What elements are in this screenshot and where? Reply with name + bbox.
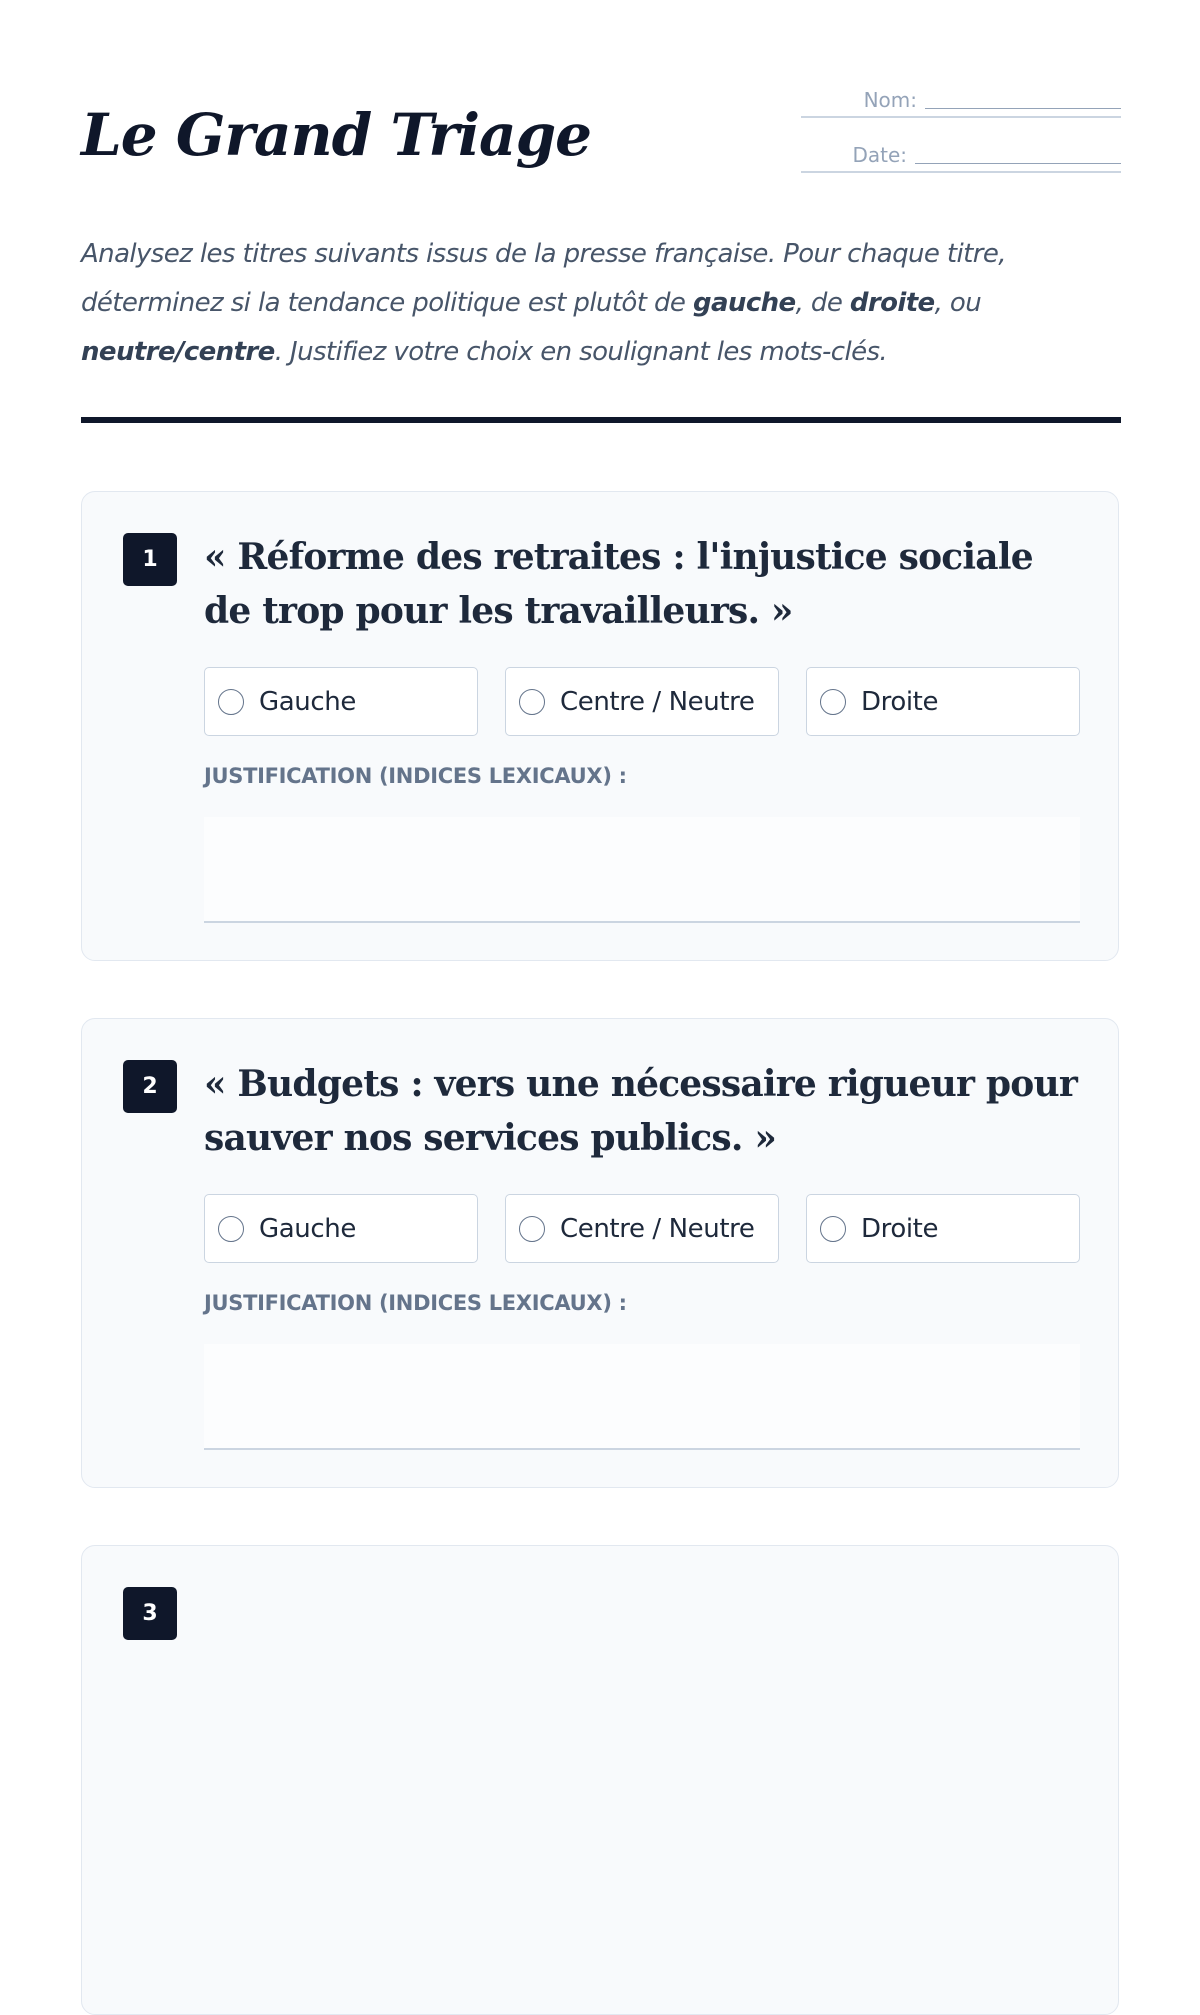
name-field[interactable] [801, 84, 1121, 118]
date-label: Date: [852, 143, 907, 167]
justification-field[interactable] [204, 817, 1080, 923]
option-label: Droite [861, 686, 939, 717]
worksheet-header [81, 40, 1121, 190]
orientation-options [204, 667, 1080, 736]
question-headline: « Budgets : vers une nécessaire rigueur pour sauver nos services publics. » [204, 1063, 1078, 1159]
instructions-bold-neutre: neutre/centre [81, 337, 275, 367]
instructions-part1: Analysez les titres suivants issus de la presse française. Pour chaque titre, déterminez si la tendance politique est plutôt de [81, 239, 1006, 318]
radio-circle-icon[interactable] [820, 1216, 846, 1242]
question-card-1 [81, 491, 1119, 961]
question-card-3 [81, 1545, 1119, 2015]
section-divider [81, 417, 1121, 423]
option-droite[interactable] [806, 1194, 1080, 1263]
justification-field[interactable] [204, 1344, 1080, 1450]
radio-circle-icon[interactable] [820, 689, 846, 715]
option-centre-neutre[interactable] [505, 1194, 779, 1263]
instructions-part4: . Justifiez votre choix en soulignant les mots-clés. [274, 337, 888, 367]
question-card-2 [81, 1018, 1119, 1488]
justification-label: JUSTIFICATION (INDICES LEXICAUX) : [204, 764, 627, 788]
option-label: Gauche [259, 686, 356, 717]
option-label: Gauche [259, 1213, 356, 1244]
orientation-options [204, 1194, 1080, 1263]
option-gauche[interactable] [204, 1194, 478, 1263]
question-number-badge: 3 [123, 1587, 177, 1640]
question-number-badge: 2 [123, 1060, 177, 1113]
option-centre-neutre[interactable] [505, 667, 779, 736]
question-headline: « Réforme des retraites : l'injustice sociale de trop pour les travailleurs. » [204, 536, 1033, 632]
option-label: Droite [861, 1213, 939, 1244]
name-label: Nom: [863, 88, 917, 112]
justification-label: JUSTIFICATION (INDICES LEXICAUX) : [204, 1291, 627, 1315]
date-blank-line [915, 162, 1121, 164]
instructions-text [81, 230, 1131, 377]
instructions-part3: , ou [934, 288, 982, 318]
radio-circle-icon[interactable] [218, 689, 244, 715]
instructions-part2: , de [795, 288, 850, 318]
option-gauche[interactable] [204, 667, 478, 736]
question-number-badge: 1 [123, 533, 177, 586]
radio-circle-icon[interactable] [519, 1216, 545, 1242]
instructions-bold-droite: droite [849, 288, 935, 318]
page-title: Le Grand Triage [81, 101, 592, 169]
option-label: Centre / Neutre [560, 1213, 755, 1244]
name-blank-line [925, 107, 1121, 109]
instructions-bold-gauche: gauche [692, 288, 796, 318]
date-field[interactable] [801, 139, 1121, 173]
radio-circle-icon[interactable] [218, 1216, 244, 1242]
radio-circle-icon[interactable] [519, 689, 545, 715]
option-label: Centre / Neutre [560, 686, 755, 717]
option-droite[interactable] [806, 667, 1080, 736]
